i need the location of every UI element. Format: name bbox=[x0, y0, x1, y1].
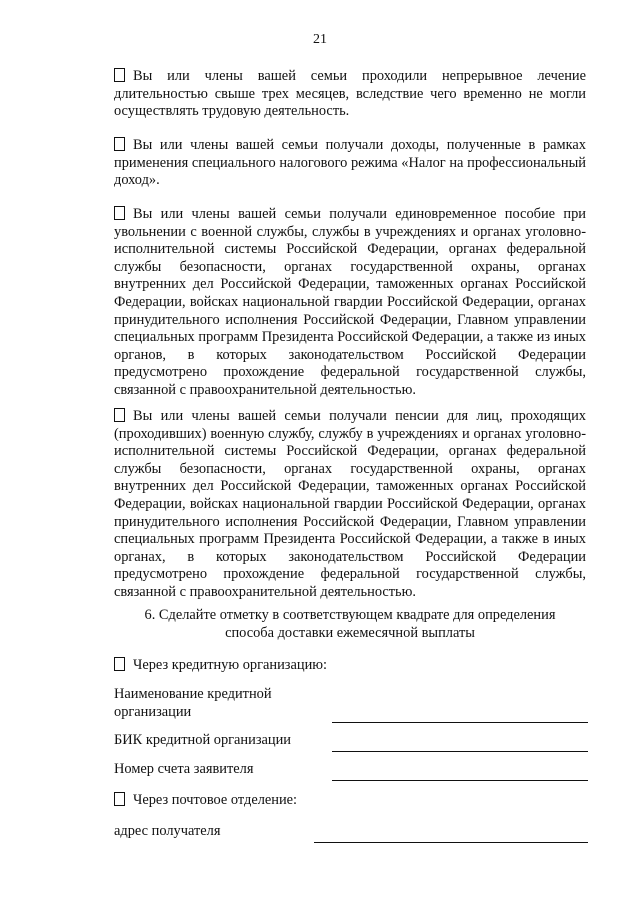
page-number: 21 bbox=[313, 32, 327, 47]
checkbox-treatment[interactable] bbox=[114, 68, 125, 82]
bank-name-label-line1: Наименование кредитной bbox=[114, 686, 272, 702]
bik-label: БИК кредитной организации bbox=[114, 732, 292, 748]
option-post-label: Через почтовое отделение: bbox=[133, 792, 298, 808]
bank-name-label bbox=[114, 686, 272, 721]
paragraph-severance-text: Вы или члены вашей семьи получали единовременное пособие при увольнении с военной службы, службы в учреждениях и органах уголовно-исполнительной системы Российской Федерации, органах федеральной службы безопасности, органах государственной охраны, органах внутренних дел Российской Федерации, таможенных органах Российской Федерации, войсках национальной гвардии Российской Федерации, органах принудительного исполнения Российской Федерации, Главном управлении специальных программ Президента Российской Федерации, а также из иных органов, в которых законодательством Российской Федерации предусмотрено прохождение федеральной государственной службы, связанной с правоохранительной деятельностью. bbox=[114, 206, 586, 398]
paragraph-severance bbox=[114, 206, 586, 400]
section6-heading bbox=[114, 607, 586, 642]
paragraph-treatment bbox=[114, 68, 586, 121]
bank-name-label-line2: организации bbox=[114, 703, 192, 720]
option-bank-label: Через кредитную организацию: bbox=[133, 657, 328, 673]
bik-field[interactable] bbox=[332, 751, 588, 752]
option-post bbox=[114, 792, 297, 810]
paragraph-pension-text: Вы или члены вашей семьи получали пенсии для лиц, проходящих (проходивших) военную службу, службу в учреждениях и органах уголовно-исполнительной системы Российской Федерации, органах федеральной службы безопасности, органах государственной охраны, органах внутренних дел Российской Федерации, таможенных органах Российской Федерации, войсках национальной гвардии Российской Федерации, органах принудительного исполнения Российской Федерации, Главном управлении специальных программ Президента Российской Федерации, а также в иных органах, в которых законодательством Российской Федерации предусмотрено прохождение федеральной государственной службы, связанной с правоохранительной деятельностью. bbox=[114, 408, 586, 600]
option-bank bbox=[114, 657, 327, 675]
bank-name-field[interactable] bbox=[332, 722, 588, 723]
checkbox-bank[interactable] bbox=[114, 657, 125, 671]
paragraph-self-employed bbox=[114, 137, 586, 190]
address-field[interactable] bbox=[314, 842, 588, 843]
checkbox-pension[interactable] bbox=[114, 408, 125, 422]
address-label: адрес получателя bbox=[114, 823, 221, 839]
checkbox-post[interactable] bbox=[114, 792, 125, 806]
account-field[interactable] bbox=[332, 780, 588, 781]
section6-heading-line1: 6. Сделайте отметку в соответствующем квадрате для определения bbox=[144, 607, 556, 623]
section6-heading-line2: способа доставки ежемесячной выплаты bbox=[225, 624, 475, 641]
checkbox-self-employed[interactable] bbox=[114, 137, 125, 151]
paragraph-treatment-text: Вы или члены вашей семьи проходили непрерывное лечение длительностью свыше трех месяцев, вследствие чего временно не могли осуществлять трудовую деятельность. bbox=[114, 68, 586, 120]
paragraph-self-employed-text: Вы или члены вашей семьи получали доходы, полученные в рамках применения специального налогового режима «Налог на профессиональный доход». bbox=[114, 137, 586, 189]
checkbox-severance[interactable] bbox=[114, 206, 125, 220]
account-label: Номер счета заявителя bbox=[114, 761, 254, 777]
paragraph-pension bbox=[114, 408, 586, 602]
